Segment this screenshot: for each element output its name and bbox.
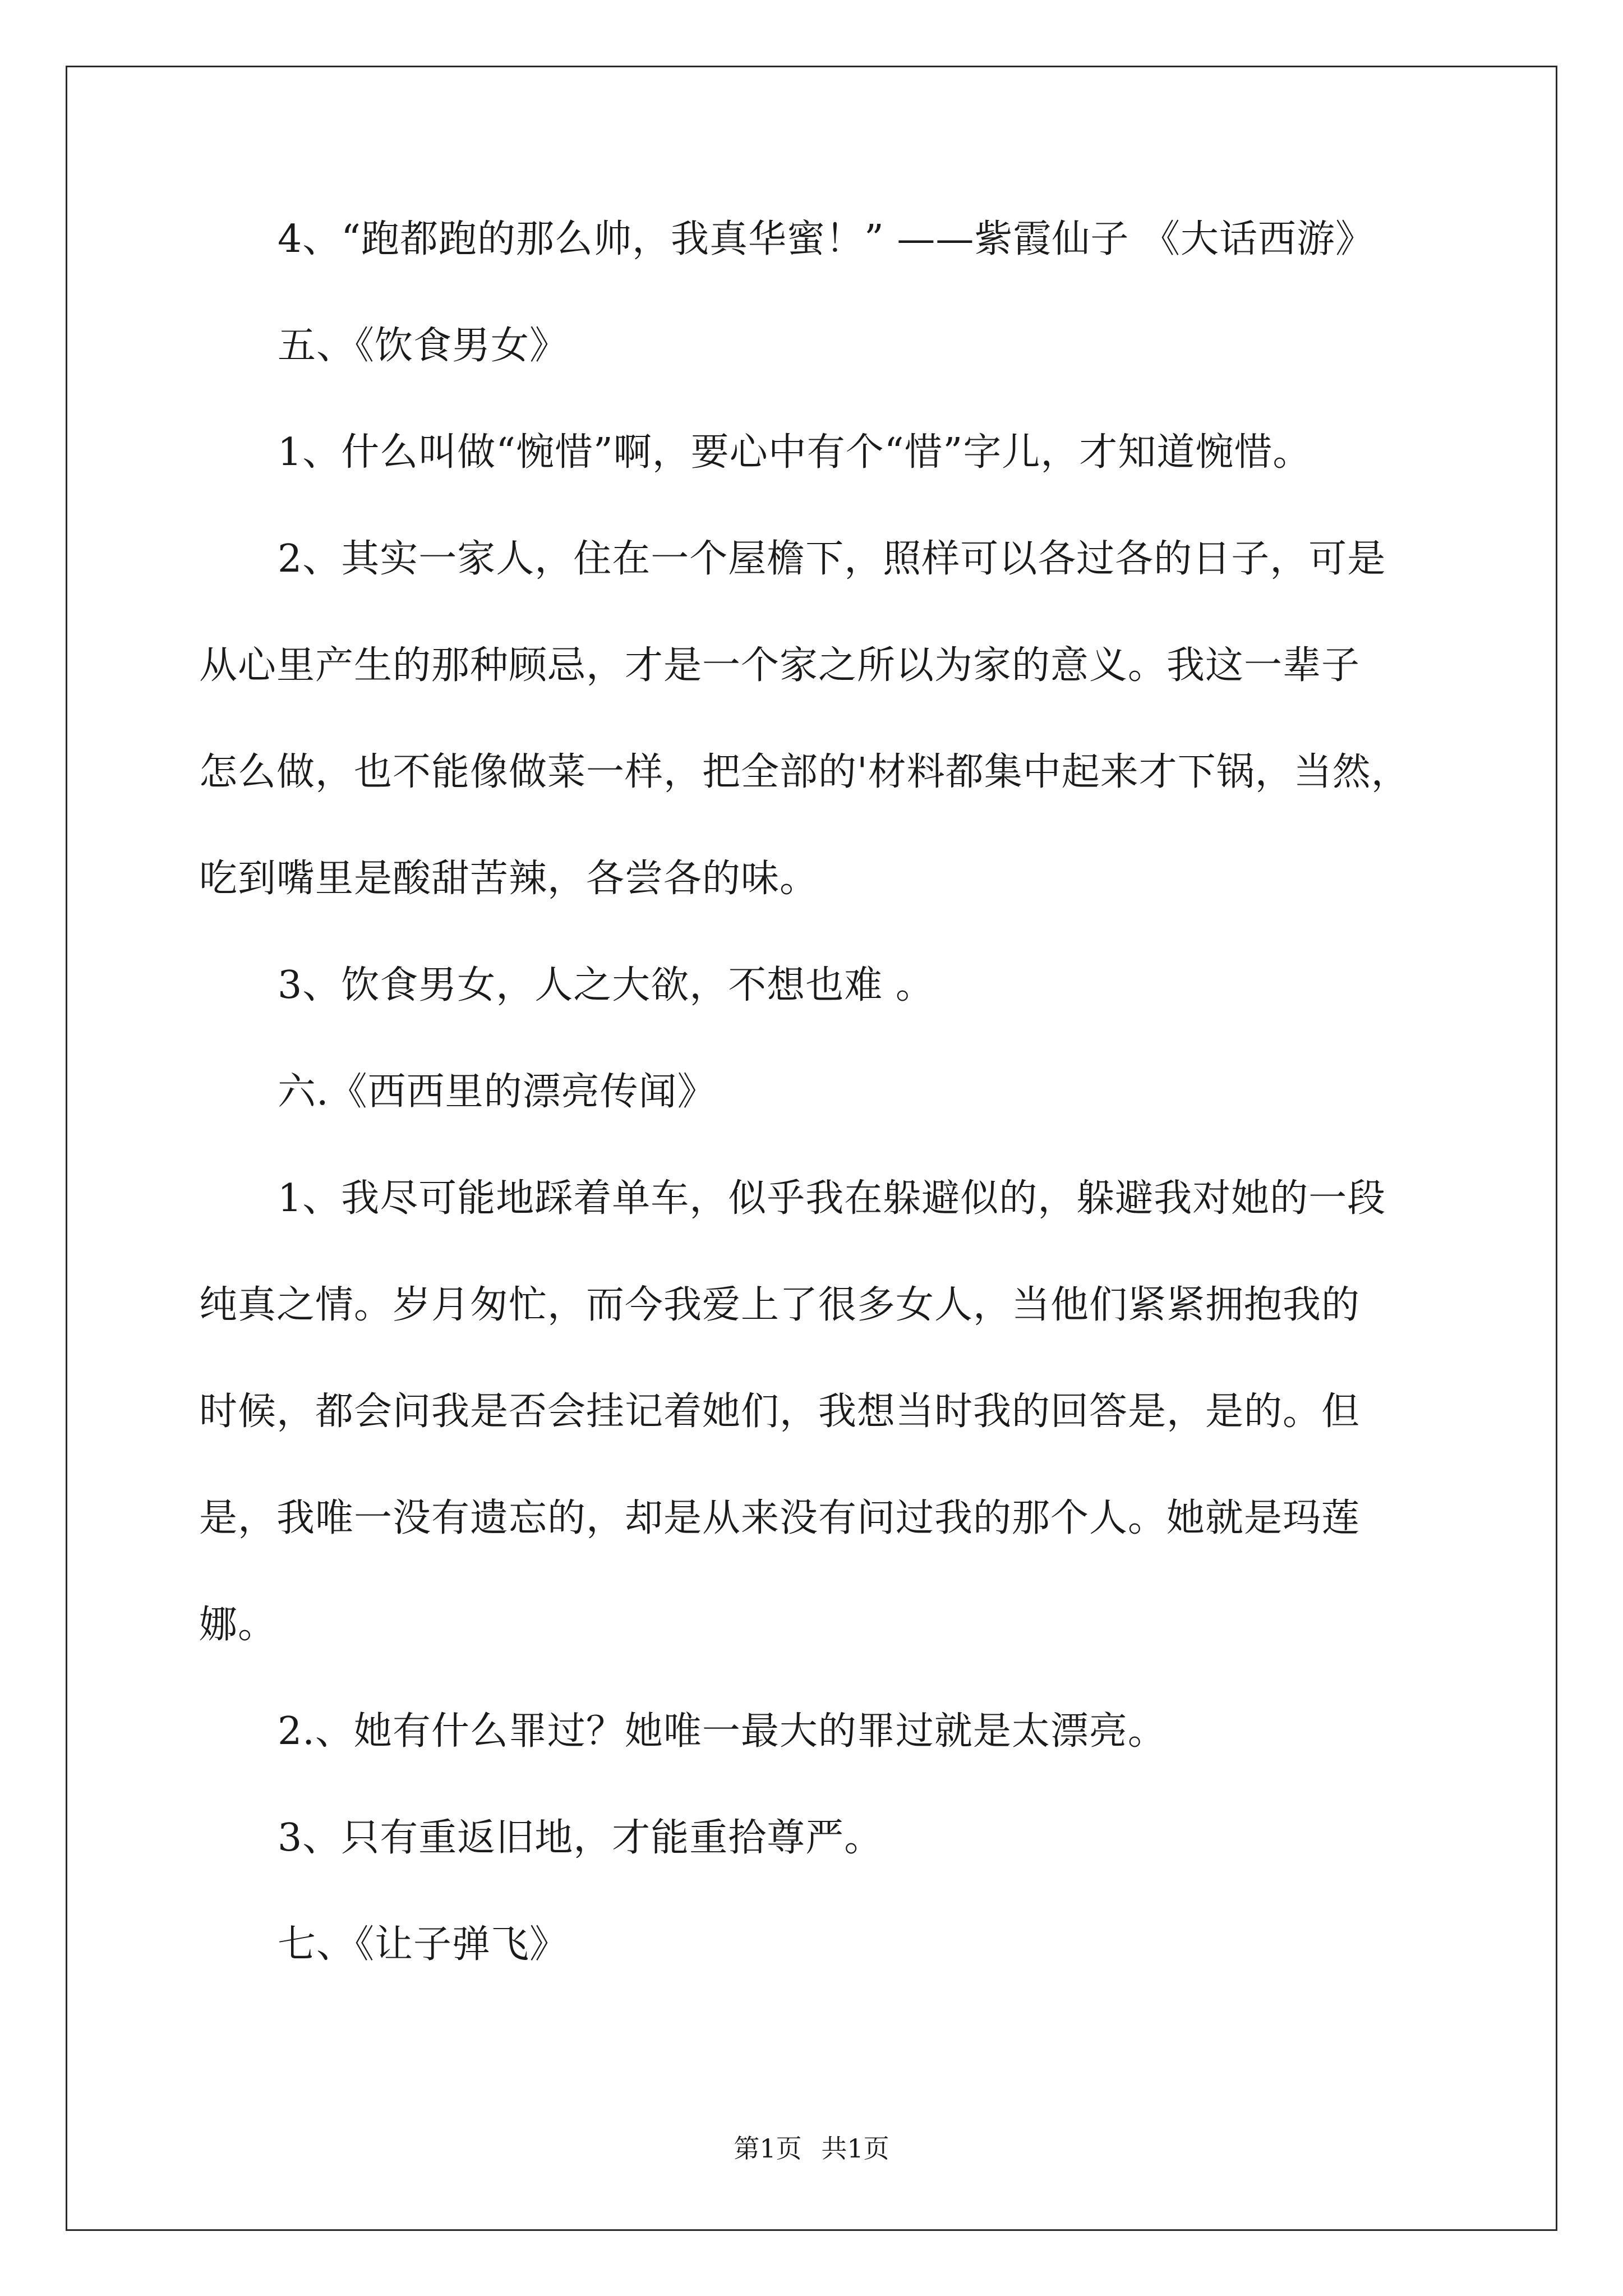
quote-line-6-1-cont2: 时候，都会问我是否会挂记着她们，我想当时我的回答是，是的。但 — [199, 1389, 1361, 1434]
quote-line-5-2-cont3: 吃到嘴里是酸甜苦辣，各尝各的味。 — [199, 857, 819, 901]
page-number: 第1页 — [734, 2133, 802, 2164]
quote-line-6-1-cont4: 娜。 — [199, 1603, 277, 1647]
quote-line-6-2: 2.、她有什么罪过？她唯一最大的罪过就是太漂亮。 — [278, 1709, 1166, 1754]
quote-line-5-3: 3、饮食男女，人之大欲，不想也难 。 — [278, 963, 934, 1007]
quote-line-6-1-cont1: 纯真之情。岁月匆忙，而今我爱上了很多女人，当他们紧紧拥抱我的 — [199, 1283, 1361, 1327]
quote-line-5-1: 1、什么叫做“惋惜”啊，要心中有个“惜”字儿，才知道惋惜。 — [278, 430, 1312, 475]
section-heading-7: 七、《让子弹飞》 — [278, 1922, 569, 1967]
section-heading-6: 六.《西西里的漂亮传闻》 — [278, 1070, 716, 1114]
quote-line-6-3: 3、只有重返旧地，才能重拾尊严。 — [278, 1816, 883, 1860]
quote-line-6-1-cont3: 是，我唯一没有遗忘的，却是从来没有问过我的那个人。她就是玛莲 — [199, 1496, 1361, 1540]
quote-line-6-1: 1、我尽可能地踩着单车，似乎我在躲避似的，躲避我对她的一段 — [278, 1176, 1386, 1221]
page-total: 共1页 — [821, 2133, 889, 2164]
quote-line-4: 4、“跑都跑的那么帅，我真华蜜！” ——紫霞仙子 《大话西游》 — [278, 217, 1375, 261]
section-heading-5: 五、《饮食男女》 — [278, 324, 569, 368]
quote-line-5-2-cont1: 从心里产生的那种顾忌，才是一个家之所以为家的意义。我这一辈子 — [199, 643, 1361, 688]
page-footer — [0, 2132, 1623, 2165]
quote-line-5-2-cont2: 怎么做，也不能像做菜一样，把全部的'材料都集中起来才下锅，当然， — [199, 750, 1410, 794]
quote-line-5-2: 2、其实一家人，住在一个屋檐下，照样可以各过各的日子，可是 — [278, 537, 1386, 581]
page-border — [66, 66, 1557, 2231]
